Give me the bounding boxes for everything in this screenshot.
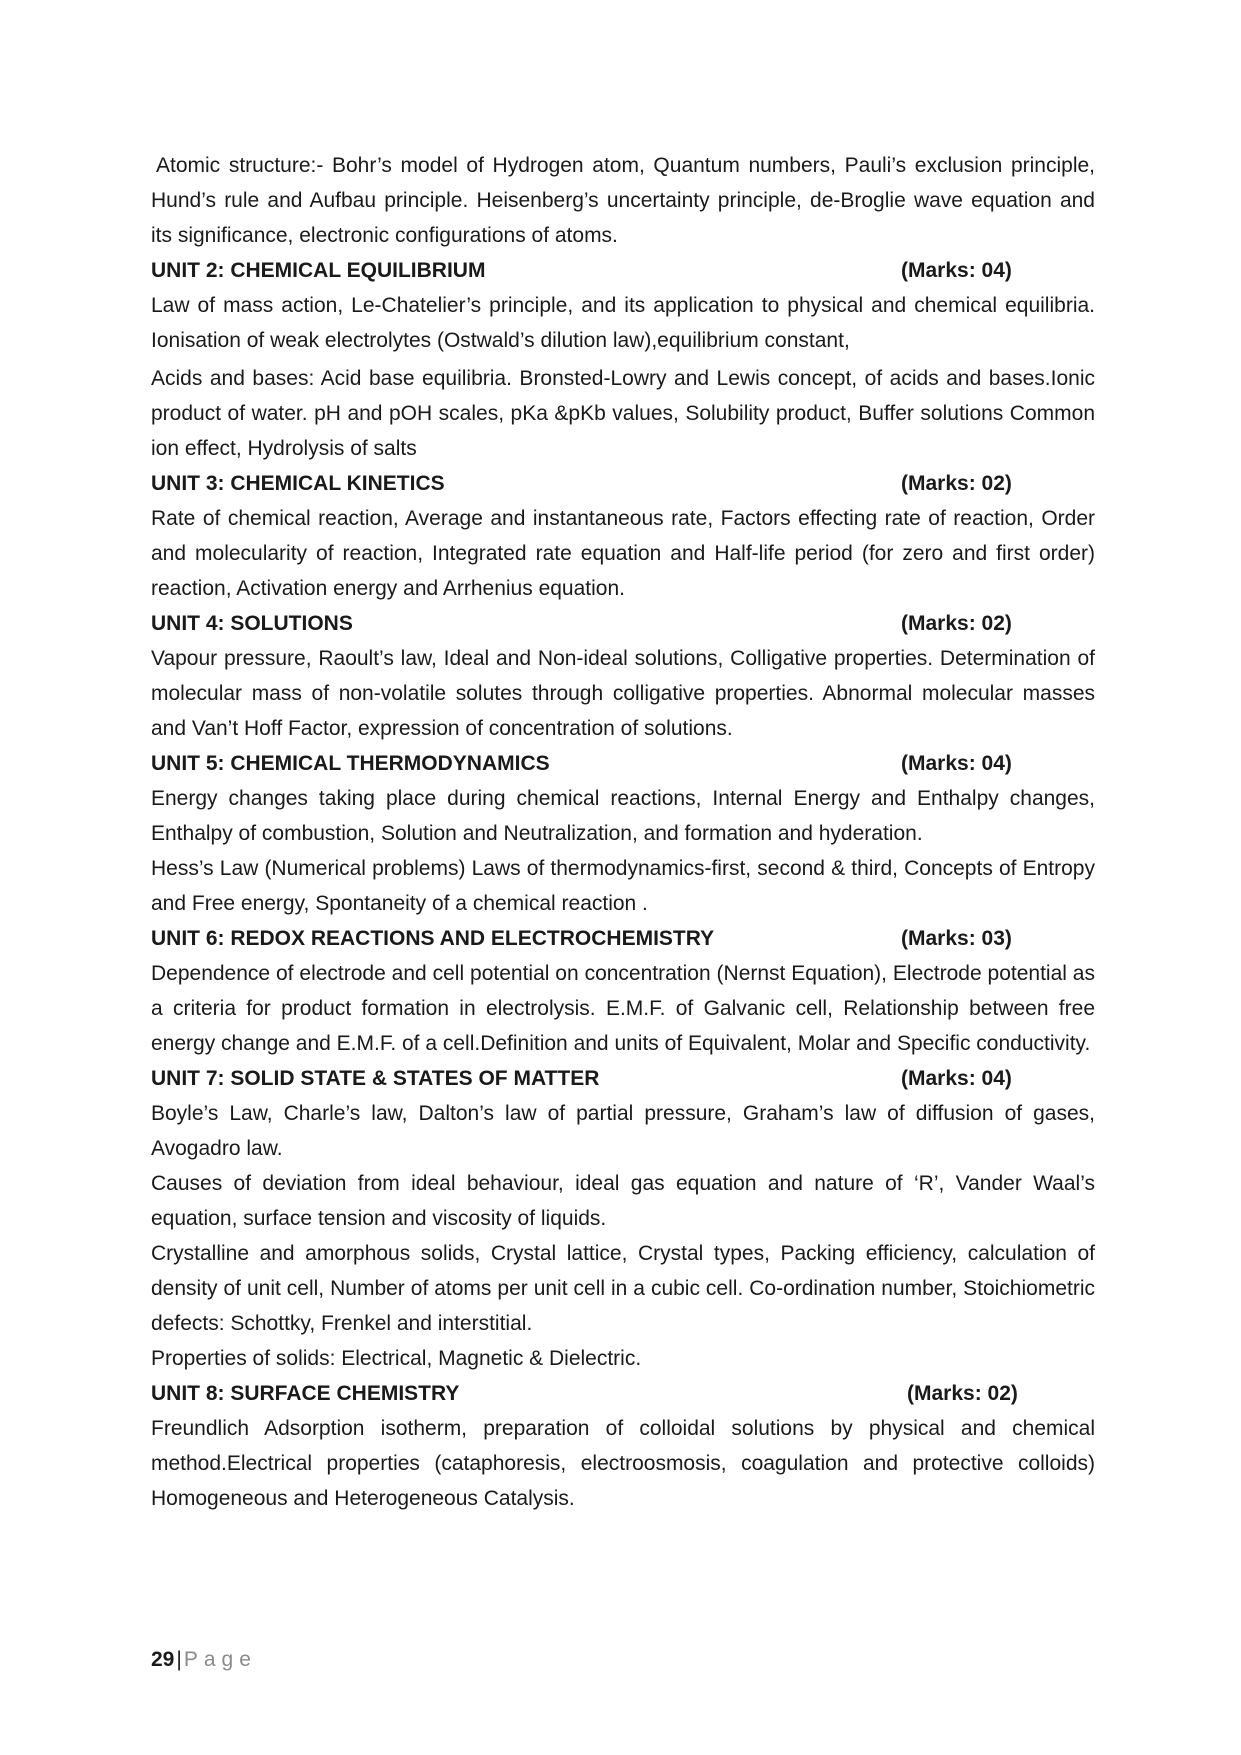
unit-5-paragraph: Hess’s Law (Numerical problems) Laws of thermodynamics-first, second & third, Concepts of Entropy and Free energy, Spontaneity of a chemical reaction . [151, 857, 1095, 915]
unit-7-paragraph: Properties of solids: Electrical, Magnetic & Dielectric. [151, 1347, 642, 1370]
unit-title: UNIT 4: SOLUTIONS [151, 612, 353, 635]
page-footer [151, 1648, 257, 1672]
unit-title: UNIT 7: SOLID STATE & STATES OF MATTER [151, 1067, 600, 1090]
page-number: 29 [151, 1648, 175, 1671]
unit-5-heading [151, 746, 1095, 781]
unit-title: UNIT 3: CHEMICAL KINETICS [151, 472, 445, 495]
unit-marks: (Marks: 02) [901, 612, 1012, 635]
unit-marks: (Marks: 02) [907, 1382, 1018, 1405]
unit-title: UNIT 5: CHEMICAL THERMODYNAMICS [151, 752, 550, 775]
page-label: Page [183, 1648, 257, 1671]
unit-3-heading [151, 466, 1095, 501]
unit-5-paragraph: Energy changes taking place during chemical reactions, Internal Energy and Enthalpy changes, Enthalpy of combustion, Solution and Neutralization, and formation and hyderation. [151, 787, 1095, 845]
unit-7-heading [151, 1061, 1095, 1096]
unit-marks: (Marks: 04) [901, 1067, 1012, 1090]
unit-7-paragraph: Crystalline and amorphous solids, Crystal lattice, Crystal types, Packing efficiency, calculation of density of unit cell, Number of atoms per unit cell in a cubic cell. Co-ordination number, Stoichiometric defects: Schottky, Frenkel and interstitial. [151, 1242, 1095, 1335]
footer-separator: | [176, 1648, 182, 1671]
unit-6-heading [151, 921, 1095, 956]
intro-paragraph: Atomic structure:- Bohr’s model of Hydrogen atom, Quantum numbers, Pauli’s exclusion principle, Hund’s rule and Aufbau principle. Heisenberg’s uncertainty principle, de-Broglie wave equation and its significance, electronic configurations of atoms. [151, 154, 1095, 247]
unit-8-paragraph: Freundlich Adsorption isotherm, preparation of colloidal solutions by physical and chemical method.Electrical properties (cataphoresis, electroosmosis, coagulation and protective colloids) Homogeneous and Heterogeneous Catalysis. [151, 1417, 1095, 1510]
unit-2-heading [151, 253, 1095, 288]
unit-title: UNIT 8: SURFACE CHEMISTRY [151, 1382, 460, 1405]
unit-8-heading [151, 1376, 1095, 1411]
unit-7-paragraph: Causes of deviation from ideal behaviour, ideal gas equation and nature of ‘R’, Vander Waal’s equation, surface tension and viscosity of liquids. [151, 1172, 1095, 1230]
unit-4-paragraph: Vapour pressure, Raoult’s law, Ideal and Non-ideal solutions, Colligative properties. Determination of molecular mass of non-volatile solutes through colligative properties. Abnormal molecular masses and Van’t Hoff Factor, expression of concentration of solutions. [151, 647, 1095, 740]
syllabus-page [151, 148, 1095, 1516]
unit-6-paragraph: Dependence of electrode and cell potential on concentration (Nernst Equation), Electrode potential as a criteria for product formation in electrolysis. E.M.F. of Galvanic cell, Relationship between free energy change and E.M.F. of a cell.Definition and units of Equivalent, Molar and Specific conductivity. [151, 962, 1095, 1055]
unit-4-heading [151, 606, 1095, 641]
unit-2-paragraph: Acids and bases: Acid base equilibria. Bronsted-Lowry and Lewis concept, of acids and bases.Ionic product of water. pH and pOH scales, pKa &pKb values, Solubility product, Buffer solutions Common ion effect, Hydrolysis of salts [151, 367, 1095, 460]
unit-marks: (Marks: 04) [901, 259, 1012, 282]
unit-3-paragraph: Rate of chemical reaction, Average and instantaneous rate, Factors effecting rate of reaction, Order and molecularity of reaction, Integrated rate equation and Half-life period (for zero and first order) reaction, Activation energy and Arrhenius equation. [151, 507, 1095, 600]
unit-7-paragraph: Boyle’s Law, Charle’s law, Dalton’s law of partial pressure, Graham’s law of diffusion of gases, Avogadro law. [151, 1102, 1095, 1160]
unit-title: UNIT 6: REDOX REACTIONS AND ELECTROCHEMISTRY [151, 927, 715, 950]
unit-title: UNIT 2: CHEMICAL EQUILIBRIUM [151, 259, 486, 282]
unit-marks: (Marks: 02) [901, 472, 1012, 495]
unit-2-paragraph: Law of mass action, Le-Chatelier’s principle, and its application to physical and chemical equilibria. Ionisation of weak electrolytes (Ostwald’s dilution law),equilibrium constant, [151, 294, 1095, 352]
unit-marks: (Marks: 03) [901, 927, 1012, 950]
unit-marks: (Marks: 04) [901, 752, 1012, 775]
